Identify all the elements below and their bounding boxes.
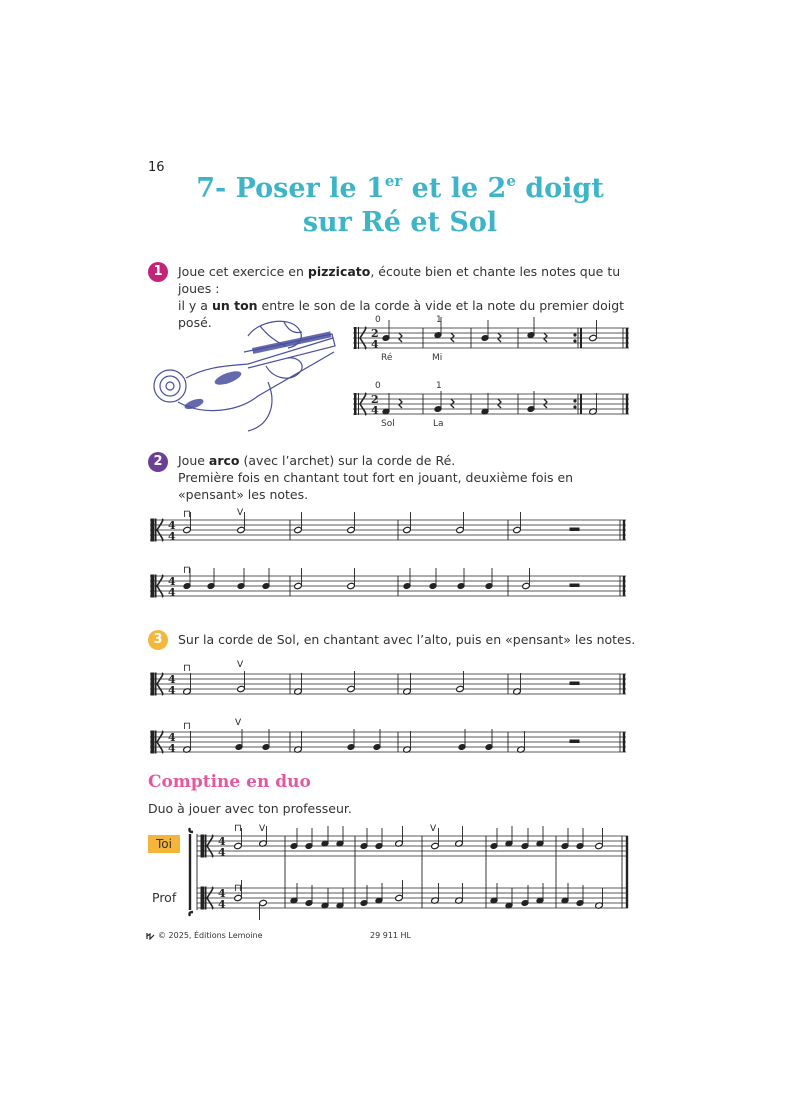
svg-text:4: 4 [218,887,226,900]
page-title-line1: 7- Poser le 1er et le 2e doigt [196,172,604,204]
svg-text:4: 4 [168,684,176,697]
part-label-prof: Prof [152,890,177,905]
svg-text:V: V [237,660,244,670]
finger-number: 0 [375,315,381,325]
svg-text:4: 4 [371,338,379,351]
staff-exercise-2a [150,506,630,546]
exercise-3-badge: 3 [148,630,168,650]
finger-number: 1 [436,381,442,391]
exercise-2-instructions: Joue arco (avec l’archet) sur la corde de Ré. Première fois en chantant tout fort en jouant, deuxième fois en «pensant» les notes. [178,453,574,502]
page-number: 16 [148,160,165,175]
svg-text:4: 4 [168,519,176,532]
svg-text:⊓: ⊓ [183,509,191,520]
staff-exercise-1a [353,326,629,356]
finger-number: 1 [436,315,442,325]
svg-text:4: 4 [168,586,176,599]
svg-text:2: 2 [371,327,379,340]
note-name-label: Ré [381,353,393,363]
exercise-2-badge: 2 [148,452,168,472]
svg-text:V: V [235,718,242,728]
svg-text:4: 4 [168,731,176,744]
svg-text:4: 4 [168,673,176,686]
svg-text:⊓: ⊓ [183,721,191,732]
svg-text:⊓: ⊓ [183,565,191,576]
svg-text:V: V [430,824,437,834]
svg-text:4: 4 [168,742,176,755]
footer-catalog-number: 29 911 HL [370,931,412,940]
part-label-toi: Toi [148,835,180,853]
svg-text:V: V [259,824,266,834]
section-title-duo: Comptine en duo [148,772,311,792]
svg-text:⊓: ⊓ [234,823,242,834]
duo-subtitle: Duo à jouer avec ton professeur. [148,801,352,816]
svg-text:⊓: ⊓ [183,663,191,674]
svg-text:4: 4 [218,898,226,911]
exercise-1-instructions: Joue cet exercice en pizzicato, écoute bien et chante les notes que tu joues : il y a un ton entre le son de la corde à vide et la note du premier doigt posé. [178,264,625,330]
svg-text:4: 4 [371,404,379,417]
exercise-3-instructions: Sur la corde de Sol, en chantant avec l’alto, puis en «pensant» les notes. [178,632,636,647]
svg-text:2: 2 [371,393,379,406]
page-title-line2: sur Ré et Sol [302,207,498,238]
svg-text:V: V [237,508,244,518]
svg-text:⊓: ⊓ [234,883,242,894]
staff-exercise-3b [150,718,630,758]
duo-score [188,820,632,920]
staff-exercise-3a [150,660,630,700]
staff-exercise-2b [150,562,630,602]
viola-hand-illustration [148,316,338,436]
publisher-logo-icon [146,932,156,940]
staff-exercise-1b [353,392,629,422]
note-name-label: Mi [432,353,443,363]
finger-number: 0 [375,381,381,391]
note-name-label: Sol [381,419,395,429]
footer-copyright: © 2025, Éditions Lemoine [158,931,263,940]
svg-text:4: 4 [168,530,176,543]
svg-text:4: 4 [218,846,226,859]
svg-text:4: 4 [168,575,176,588]
svg-text:4: 4 [218,835,226,848]
exercise-1-badge: 1 [148,262,168,282]
note-name-label: La [433,419,444,429]
